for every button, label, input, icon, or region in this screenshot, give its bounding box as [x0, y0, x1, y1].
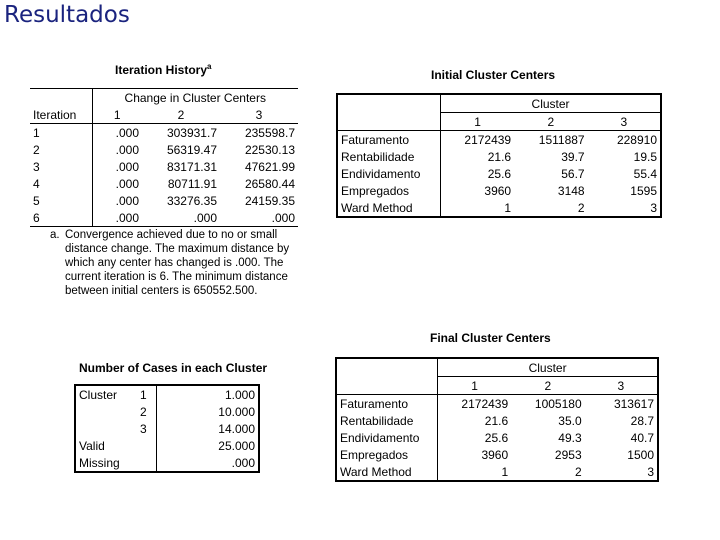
header-spacer [337, 113, 441, 131]
initial-centers-title: Initial Cluster Centers [431, 68, 556, 82]
table-row [75, 403, 259, 420]
table-cell: 2172439 [461, 396, 509, 411]
cluster-header-1: 1 [471, 378, 478, 393]
cluster-header: Cluster [438, 358, 658, 377]
cluster-header-3: 3 [617, 378, 625, 393]
page-title: Resultados [4, 2, 130, 28]
cluster-header-2: 2 [544, 378, 552, 393]
iteration-footnote [50, 228, 312, 298]
variable-label: Rentabilidade [336, 412, 438, 429]
cluster-header-2: 2 [177, 107, 185, 122]
table-cell: 25.6 [487, 166, 512, 181]
case-counts-title: Number of Cases in each Cluster [79, 361, 268, 375]
cluster-header-3: 3 [255, 107, 263, 122]
table-row [336, 412, 658, 429]
table-cell: 2953 [554, 447, 582, 462]
table-cell: 21.6 [487, 149, 512, 164]
table-row [30, 175, 298, 192]
table-row [75, 420, 259, 437]
table-cell: .000 [115, 142, 139, 157]
table-cell: 3960 [484, 183, 512, 198]
table-cell: 80711.91 [167, 176, 217, 191]
table-row [337, 148, 661, 165]
table-row [30, 192, 298, 209]
table-row [30, 141, 298, 158]
table-cell: 1511887 [538, 132, 585, 147]
table-cell: 21.6 [484, 413, 509, 428]
iteration-number: 3 [30, 158, 92, 175]
table-cell: 33276.35 [166, 193, 217, 208]
table-cell: 39.7 [561, 149, 585, 164]
table-cell: 47621.99 [244, 159, 295, 174]
missing-label: Missing [75, 454, 156, 472]
table-row [75, 454, 259, 472]
table-cell: 1005180 [534, 396, 582, 411]
table-row [75, 437, 259, 454]
table-row [337, 182, 661, 199]
table-row [337, 131, 661, 149]
iteration-number: 4 [30, 175, 92, 192]
table-cell: 28.7 [630, 413, 654, 428]
variable-label: Faturamento [337, 131, 441, 149]
cluster-header-1: 1 [113, 107, 121, 122]
iteration-number: 6 [30, 209, 92, 227]
table-cell: 2 [577, 200, 585, 215]
case-count: 14.000 [218, 421, 255, 436]
variable-label: Empregados [337, 182, 441, 199]
table-row [337, 165, 661, 182]
variable-label: Ward Method [336, 463, 438, 481]
iteration-history-title-text: Iteration History [115, 63, 208, 77]
cluster-row-label: Cluster [79, 387, 118, 402]
table-cell: 26580.44 [244, 176, 295, 191]
table-cell: .000 [115, 125, 139, 140]
row-spacer [75, 403, 131, 420]
valid-label: Valid [75, 437, 156, 454]
variable-label: Empregados [336, 446, 438, 463]
header-spacer [337, 94, 441, 113]
table-cell: 3960 [481, 447, 509, 462]
table-row [30, 124, 298, 142]
table-cell: .000 [115, 159, 139, 174]
table-cell: 1500 [627, 447, 654, 462]
cluster-number: 3 [131, 420, 157, 437]
footnote-text: Convergence achieved due to no or small distance change. The maximum distance by which any center has changed is .000. The current iteration is 6. The minimum distance between initial centers is 650552.500. [65, 229, 290, 297]
table-cell: 3148 [557, 183, 585, 198]
iteration-number: 1 [30, 124, 92, 142]
table-cell: .000 [193, 210, 217, 225]
table-cell: .000 [271, 210, 295, 225]
cluster-header-1: 1 [474, 114, 481, 129]
table-cell: 303931.7 [166, 125, 217, 140]
variable-label: Rentabilidade [337, 148, 441, 165]
table-row [30, 209, 298, 227]
table-cell: 1595 [630, 183, 657, 198]
table-cell: 313617 [613, 396, 654, 411]
table-cell: 24159.35 [244, 193, 295, 208]
final-centers-title: Final Cluster Centers [430, 331, 551, 345]
missing-count: .000 [231, 455, 255, 470]
case-count: 1.000 [224, 387, 255, 402]
variable-label: Endividamento [336, 429, 438, 446]
table-cell: 25.6 [484, 430, 509, 445]
variable-label: Endividamento [337, 165, 441, 182]
cluster-header-3: 3 [620, 114, 628, 129]
variable-label: Ward Method [337, 199, 441, 217]
table-cell: 56.7 [561, 166, 585, 181]
header-spacer [336, 377, 438, 395]
iteration-history-title-superscript: a [207, 62, 212, 71]
table-cell: 228910 [616, 132, 657, 147]
table-cell: 235598.7 [244, 125, 295, 140]
iteration-number: 2 [30, 141, 92, 158]
final-centers-table [335, 357, 659, 482]
iteration-number: 5 [30, 192, 92, 209]
table-cell: 40.7 [630, 430, 654, 445]
table-row [336, 429, 658, 446]
row-spacer [75, 420, 131, 437]
table-cell: 3 [647, 464, 654, 479]
header-spacer [336, 358, 438, 377]
iteration-history-table [30, 88, 298, 227]
cluster-header: Cluster [441, 94, 661, 113]
table-cell: 3 [650, 200, 657, 215]
valid-count: 25.000 [218, 438, 255, 453]
table-cell: .000 [115, 193, 139, 208]
case-count: 10.000 [218, 404, 255, 419]
table-cell: 2172439 [464, 132, 512, 147]
table-row [336, 446, 658, 463]
table-cell: 22530.13 [244, 142, 295, 157]
footnote-mark: a. [50, 229, 60, 241]
variable-label: Faturamento [336, 395, 438, 413]
table-row [336, 463, 658, 481]
table-cell: 19.5 [633, 149, 657, 164]
table-cell: 1 [501, 464, 509, 479]
table-cell: 35.0 [558, 413, 582, 428]
table-cell: 2 [574, 464, 582, 479]
cluster-number: 1 [131, 385, 157, 403]
table-cell: 1 [504, 200, 512, 215]
table-cell: 55.4 [633, 166, 657, 181]
table-row [30, 158, 298, 175]
case-counts-table [74, 384, 260, 473]
cluster-number: 2 [131, 403, 157, 420]
table-cell: .000 [115, 176, 139, 191]
change-header: Change in Cluster Centers [124, 90, 266, 105]
cluster-header-2: 2 [547, 114, 555, 129]
iteration-header: Iteration [30, 106, 92, 124]
initial-centers-table [336, 93, 662, 218]
iteration-header-spacer [30, 89, 92, 107]
table-cell: 49.3 [558, 430, 582, 445]
table-row [337, 199, 661, 217]
iteration-history-title [115, 62, 211, 77]
table-cell: .000 [115, 210, 139, 225]
table-row [75, 385, 259, 403]
table-row [336, 395, 658, 413]
table-cell: 56319.47 [166, 142, 217, 157]
table-cell: 83171.31 [166, 159, 217, 174]
